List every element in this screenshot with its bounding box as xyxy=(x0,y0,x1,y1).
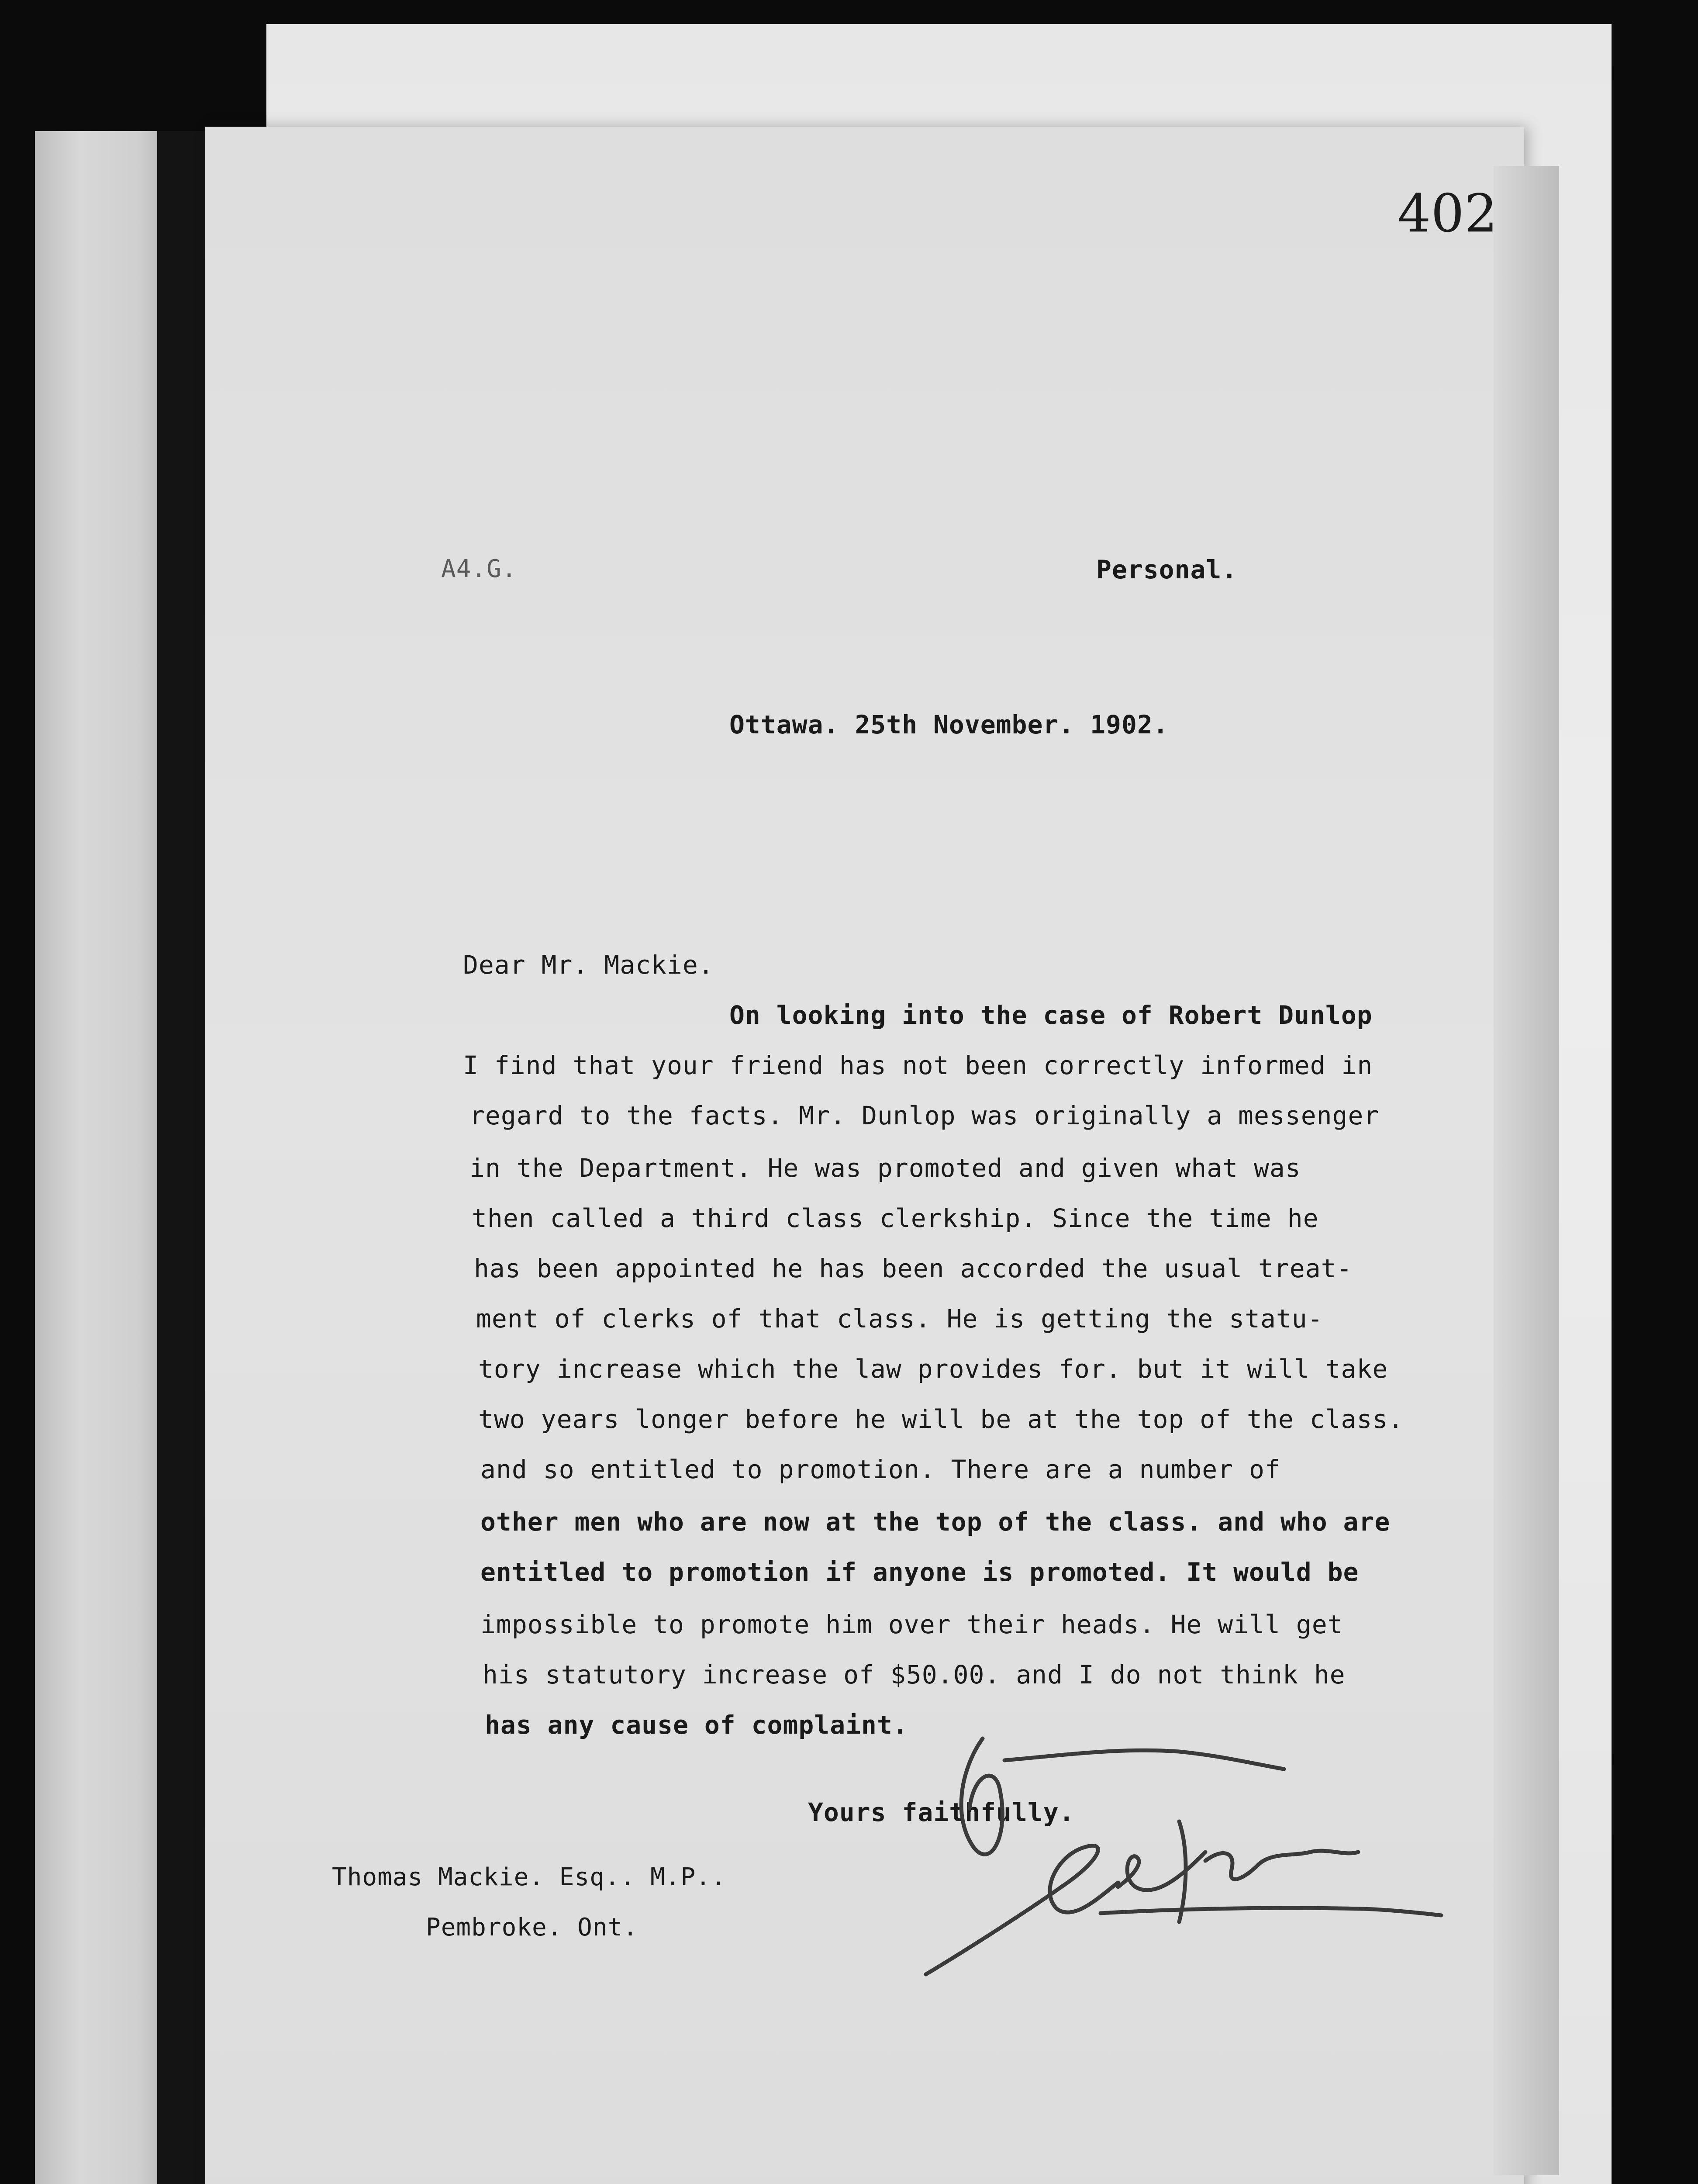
body-line: impossible to promote him over their heads. He will get xyxy=(480,1610,1343,1639)
closing: Yours faithfully. xyxy=(808,1797,1075,1827)
page-curl-edge xyxy=(1494,166,1559,2175)
body-line: then called a third class clerkship. Since the time he xyxy=(472,1203,1319,1233)
dateline: Ottawa. 25th November. 1902. xyxy=(729,710,1169,740)
body-line: and so entitled to promotion. There are a number of xyxy=(480,1455,1280,1484)
body-line: two years longer before he will be at the top of the class. xyxy=(478,1404,1404,1434)
body-line: has been appointed he has been accorded the usual treat- xyxy=(474,1254,1353,1283)
addressee-location: Pembroke. Ont. xyxy=(426,1913,638,1942)
body-line: tory increase which the law provides for. but it will take xyxy=(478,1354,1388,1384)
handwritten-signature xyxy=(873,1704,1463,2009)
salutation: Dear Mr. Mackie. xyxy=(463,950,714,980)
addressee-name: Thomas Mackie. Esq.. M.P.. xyxy=(332,1863,726,1891)
body-line: I find that your friend has not been correctly informed in xyxy=(463,1051,1373,1080)
body-line: has any cause of complaint. xyxy=(485,1710,908,1740)
body-line: entitled to promotion if anyone is promoted. It would be xyxy=(480,1557,1359,1587)
left-shadow xyxy=(157,131,205,2184)
body-line: On looking into the case of Robert Dunlop xyxy=(729,1000,1373,1030)
page-number: 402 xyxy=(1398,183,1498,244)
body-line: his statutory increase of $50.00. and I do not think he xyxy=(483,1660,1346,1690)
file-reference: A4.G. xyxy=(441,555,517,583)
body-line: other men who are now at the top of the class. and who are xyxy=(480,1507,1391,1537)
personal-marking: Personal. xyxy=(1096,555,1238,584)
body-line: in the Department. He was promoted and given what was xyxy=(469,1153,1301,1183)
body-line: ment of clerks of that class. He is getting the statu- xyxy=(476,1304,1323,1334)
body-line: regard to the facts. Mr. Dunlop was originally a messenger xyxy=(469,1101,1380,1130)
